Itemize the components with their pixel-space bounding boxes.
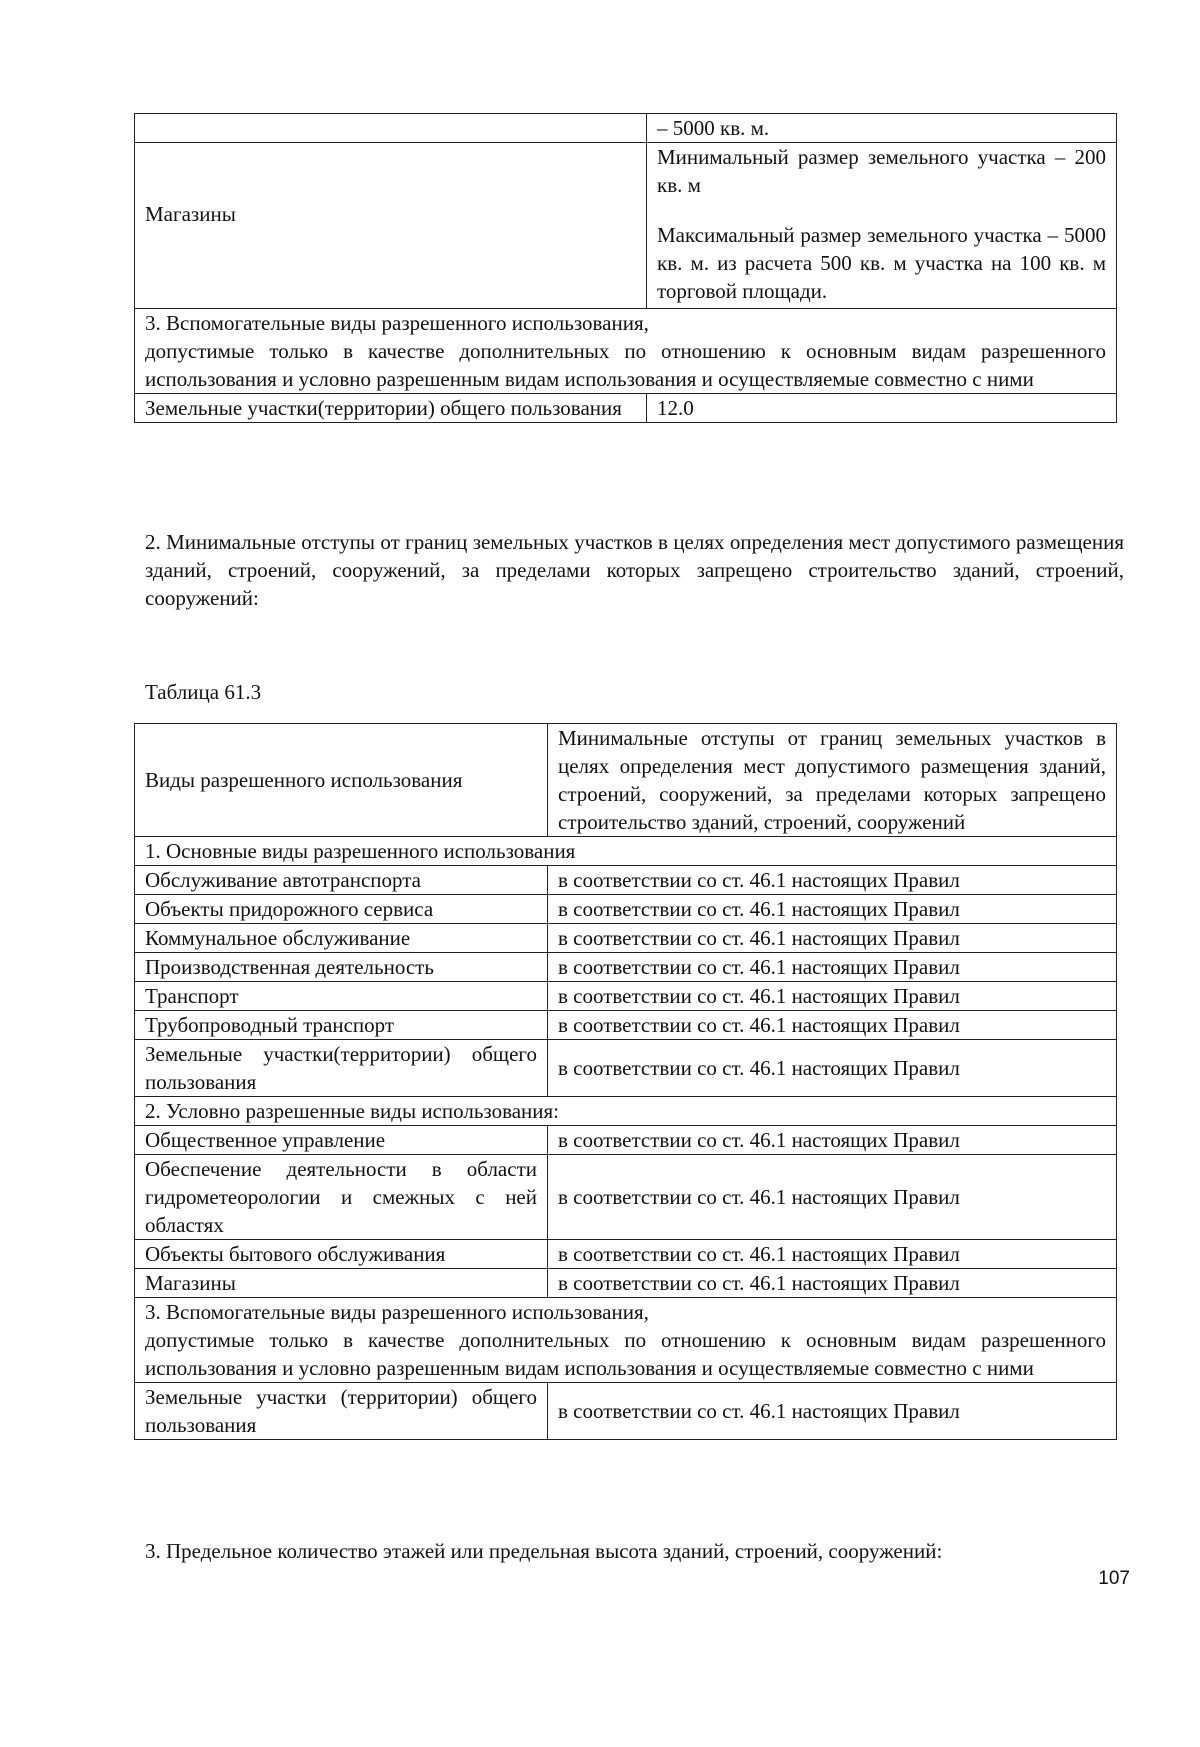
table-cell: – 5000 кв. м. bbox=[647, 114, 1117, 143]
table-row bbox=[135, 924, 1117, 953]
column-header-kind: Виды разрешенного использования bbox=[135, 724, 548, 837]
table-row bbox=[135, 1298, 1117, 1383]
setback-rule: в соответствии со ст. 46.1 настоящих Правил bbox=[548, 1383, 1117, 1440]
table-cell: Земельные участки(территории) общего пользования bbox=[135, 394, 647, 423]
aux-header-line1: 3. Вспомогательные виды разрешенного использования, bbox=[145, 311, 649, 335]
setbacks-table bbox=[134, 723, 1117, 1440]
setback-rule: в соответствии со ст. 46.1 настоящих Правил bbox=[548, 866, 1117, 895]
setback-rule: в соответствии со ст. 46.1 настоящих Правил bbox=[548, 895, 1117, 924]
table-cell bbox=[135, 143, 647, 309]
table-row bbox=[135, 1269, 1117, 1298]
paragraph-floors: 3. Предельное количество этажей или предельная высота зданий, строений, сооружений: bbox=[145, 1539, 943, 1563]
table-row bbox=[135, 1126, 1117, 1155]
land-use-kind: Земельные участки (территории) общего пользования bbox=[135, 1383, 548, 1440]
table-row bbox=[135, 953, 1117, 982]
table-row bbox=[135, 1383, 1117, 1440]
table-cell bbox=[135, 114, 647, 143]
table-row bbox=[135, 114, 1117, 143]
table-cell bbox=[647, 143, 1117, 309]
land-use-kind: Общественное управление bbox=[135, 1126, 548, 1155]
table-header-row bbox=[135, 724, 1117, 837]
aux-header-rest: допустимые только в качестве дополнительных по отношению к основным видам разрешенного использования и условно разрешенным видам использования и осуществляемые совместно с ними bbox=[145, 339, 1106, 391]
table-row bbox=[135, 837, 1117, 866]
table-row bbox=[135, 1011, 1117, 1040]
land-use-kind: Производственная деятельность bbox=[135, 953, 548, 982]
table-section-header bbox=[135, 309, 1117, 394]
table-cell: 12.0 bbox=[647, 394, 1117, 423]
land-use-kind: Объекты придорожного сервиса bbox=[135, 895, 548, 924]
table-row bbox=[135, 1040, 1117, 1097]
table-row bbox=[135, 895, 1117, 924]
land-size-table bbox=[134, 113, 1117, 423]
setback-rule: в соответствии со ст. 46.1 настоящих Правил bbox=[548, 982, 1117, 1011]
table-row bbox=[135, 1097, 1117, 1126]
land-use-kind: Земельные участки(территории) общего пользования bbox=[135, 1040, 548, 1097]
land-use-kind: Транспорт bbox=[135, 982, 548, 1011]
table-row bbox=[135, 1155, 1117, 1240]
land-use-kind: Обеспечение деятельности в области гидрометеорологии и смежных с ней областях bbox=[135, 1155, 548, 1240]
land-use-kind: Трубопроводный транспорт bbox=[135, 1011, 548, 1040]
land-use-kind: Обслуживание автотранспорта bbox=[135, 866, 548, 895]
land-use-kind: Коммунальное обслуживание bbox=[135, 924, 548, 953]
land-use-kind: Магазины bbox=[135, 1269, 548, 1298]
table-row bbox=[135, 1240, 1117, 1269]
section-header-conditional: 2. Условно разрешенные виды использования: bbox=[135, 1097, 1117, 1126]
setback-rule: в соответствии со ст. 46.1 настоящих Правил bbox=[548, 1240, 1117, 1269]
setback-rule: в соответствии со ст. 46.1 настоящих Правил bbox=[548, 1155, 1117, 1240]
shops-label: Магазины bbox=[145, 201, 236, 226]
setback-rule: в соответствии со ст. 46.1 настоящих Правил bbox=[548, 1011, 1117, 1040]
page-number: 107 bbox=[1098, 1568, 1130, 1589]
section-header-main: 1. Основные виды разрешенного использования bbox=[135, 837, 1117, 866]
paragraph-setbacks: 2. Минимальные отступы от границ земельных участков в целях определения мест допустимого размещения зданий, строений, сооружений, за пределами которых запрещено строительство зданий, строений, сооружений: bbox=[145, 530, 1124, 610]
column-header-setback: Минимальные отступы от границ земельных участков в целях определения мест допустимого размещения зданий, строений, сооружений, за пределами которых запрещено строительство зданий, строений, сооружений bbox=[548, 724, 1117, 837]
section3-rest: допустимые только в качестве дополнительных по отношению к основным видам разрешенного использования и условно разрешенным видам использования и осуществляемые совместно с ними bbox=[145, 1328, 1106, 1380]
setback-rule: в соответствии со ст. 46.1 настоящих Правил bbox=[548, 1269, 1117, 1298]
table-caption: Таблица 61.3 bbox=[145, 680, 262, 704]
section-header-auxiliary bbox=[135, 1298, 1117, 1383]
setback-rule: в соответствии со ст. 46.1 настоящих Правил bbox=[548, 924, 1117, 953]
land-use-kind: Объекты бытового обслуживания bbox=[135, 1240, 548, 1269]
table-row bbox=[135, 394, 1117, 423]
shops-max-size: Максимальный размер земельного участка – 5000 кв. м. из расчета 500 кв. м участка на 100 кв. м торговой площади. bbox=[657, 223, 1106, 303]
table-row bbox=[135, 982, 1117, 1011]
setback-rule: в соответствии со ст. 46.1 настоящих Правил bbox=[548, 953, 1117, 982]
setback-rule: в соответствии со ст. 46.1 настоящих Правил bbox=[548, 1126, 1117, 1155]
table-row bbox=[135, 143, 1117, 309]
shops-min-size: Минимальный размер земельного участка – 200 кв. м bbox=[657, 145, 1106, 197]
table-row bbox=[135, 866, 1117, 895]
table-row bbox=[135, 309, 1117, 394]
section3-line1: 3. Вспомогательные виды разрешенного использования, bbox=[145, 1300, 649, 1324]
setback-rule: в соответствии со ст. 46.1 настоящих Правил bbox=[548, 1040, 1117, 1097]
